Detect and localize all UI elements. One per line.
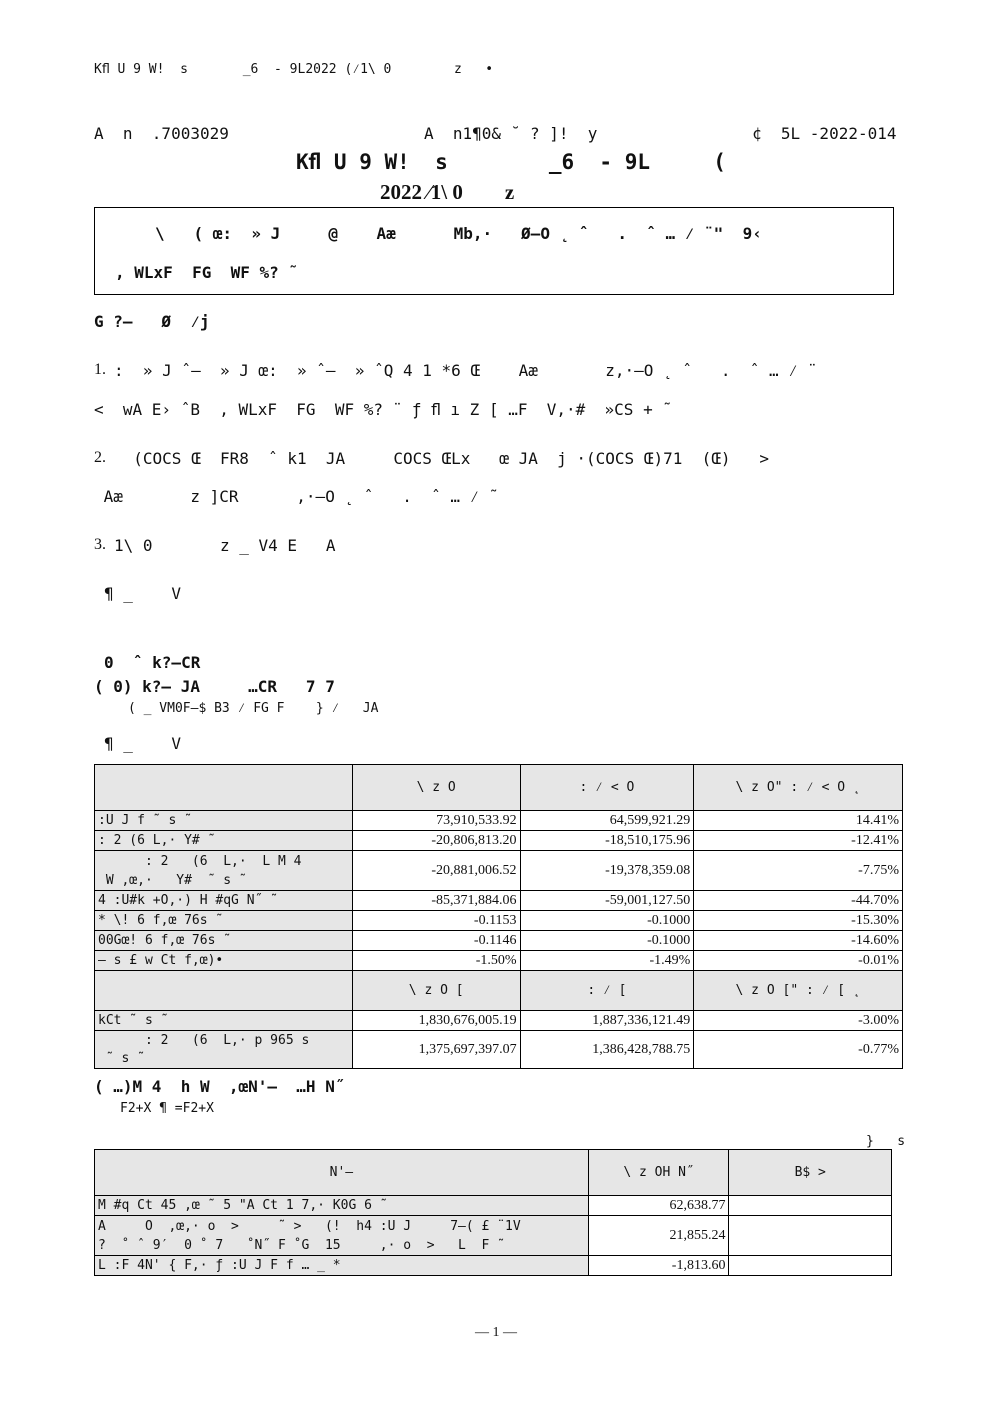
prior-value: -1.49%	[520, 951, 694, 971]
item-1-line-2: < wA E› ˆB , WLxF FG WF %? ¨ ƒ ﬂ ı Z [ …F V,·# »CS + ˜	[94, 400, 672, 419]
row-label: : 2 (6 L,· p 965 s ˜ s ˜	[95, 1031, 353, 1069]
row-label: * \! 6 f,œ 76s ˜	[95, 911, 353, 931]
table-row	[95, 931, 903, 951]
table-row	[95, 1196, 892, 1216]
table-header-cell: : ⁄ < O	[520, 765, 694, 811]
change-value: -7.75%	[694, 851, 903, 891]
page-title-line-1: Kﬂ U 9 W! s _6 - 9L (	[296, 150, 726, 174]
prior-value: 1,386,428,788.75	[520, 1031, 694, 1069]
table-row	[95, 951, 903, 971]
notice-line-2: , WLxF FG WF %? ˜	[115, 263, 299, 282]
table-header-cell	[95, 971, 353, 1011]
table-row	[95, 1031, 903, 1069]
item-2-line-1: (COCS Œ FR8 ˆ k1 JA COCS ŒLx œ JA j ·(COCS Œ)71 (Œ) >	[114, 449, 770, 468]
announcement-number: ¢ 5L -2022-014	[752, 124, 897, 143]
table-row	[95, 1256, 892, 1276]
section-two-subheading: ( 0) k?– JA …CR 7 7	[94, 677, 335, 696]
amount-value: -1,813.60	[588, 1256, 729, 1276]
row-label: :U J f ˜ s ˜	[95, 811, 353, 831]
row-label: – s £ w Ct f,œ)•	[95, 951, 353, 971]
performance-table	[94, 764, 903, 1069]
current-value: -20,806,813.20	[352, 831, 520, 851]
change-value: -3.00%	[694, 1011, 903, 1031]
table-row	[95, 1011, 903, 1031]
table-header-cell: \ z O [	[352, 971, 520, 1011]
table-header-cell: \ z O" : ⁄ < O ˛	[694, 765, 903, 811]
item-3-line-1: 1\ 0 z _ V4 E A	[114, 536, 336, 555]
header-line: Kﬂ U 9 W! s _6 - 9L2022 (⁄1\ 0 z •	[94, 62, 494, 77]
table-row	[95, 851, 903, 891]
row-label: : 2 (6 L,· Y# ˜	[95, 831, 353, 851]
row-label: A O ,œ,· o > ˜ > (! h4 :U J 7–( £ ¨1V ? ˚ ˆ 9′ 0 ˚ 7 ˚N˝ F ˚G 15 ,· o > L F ˜	[95, 1216, 589, 1256]
change-value: 14.41%	[694, 811, 903, 831]
notice-line-1: \ ( œ: » J @ Aæ Mb,· Ø–O ˛ ˆ . ˆ … ⁄ ¨" 9‹	[155, 224, 762, 243]
announcement-abbr: A n1¶0& ˘ ? ]! y	[424, 124, 598, 143]
announcement-code: A n .7003029	[94, 124, 229, 143]
item-1-number: 1.	[94, 361, 106, 378]
current-value: 1,375,697,397.07	[352, 1031, 520, 1069]
table-row	[95, 891, 903, 911]
table-header-cell: \ z O	[352, 765, 520, 811]
row-label: kCt ˜ s ˜	[95, 1011, 353, 1031]
change-value: -15.30%	[694, 911, 903, 931]
current-value: -0.1146	[352, 931, 520, 951]
item-3-number: 3.	[94, 536, 106, 553]
prior-value: -19,378,359.08	[520, 851, 694, 891]
note-value	[729, 1256, 892, 1276]
section-three-heading: ( …)M 4 h W ,œN'– …H N˝	[94, 1077, 345, 1096]
prior-value: 64,599,921.29	[520, 811, 694, 831]
row-label: L :F 4N' { F,· ƒ :U J F f … _ *	[95, 1256, 589, 1276]
change-value: -14.60%	[694, 931, 903, 951]
page-title-line-2: 2022 ⁄1\ 0 z	[380, 180, 515, 204]
current-value: -85,371,884.06	[352, 891, 520, 911]
table-row	[95, 1216, 892, 1256]
amount-value: 21,855.24	[588, 1216, 729, 1256]
current-value: -20,881,006.52	[352, 851, 520, 891]
prior-value: -0.1000	[520, 911, 694, 931]
table-row	[95, 911, 903, 931]
table-header-cell: : ⁄ [	[520, 971, 694, 1011]
section-two-subnote: ( _ VM0F–$ B3 ⁄ FG F } ⁄ JA	[128, 701, 379, 716]
table-header-cell: N'–	[95, 1150, 589, 1196]
table-header-cell: \ z O [" : ⁄ [ ˛	[694, 971, 903, 1011]
non-recurring-table	[94, 1149, 892, 1276]
note-value	[729, 1196, 892, 1216]
change-value: -0.77%	[694, 1031, 903, 1069]
table-header-cell: B$ >	[729, 1150, 892, 1196]
unit-label: } s	[866, 1134, 906, 1149]
row-label: 4 :U#k +O,·) H #qG N˝ ˜	[95, 891, 353, 911]
prior-value: -0.1000	[520, 931, 694, 951]
row-label: : 2 (6 L,· L M 4 W ,œ,· Y# ˜ s ˜	[95, 851, 353, 891]
section-two-audit-note: ¶ _ V	[104, 734, 182, 753]
amount-value: 62,638.77	[588, 1196, 729, 1216]
row-label: M #q Ct 45 ,œ ˜ 5 "A Ct 1 7,· K0G 6 ˜	[95, 1196, 589, 1216]
table-header-cell: \ z OH N˝	[588, 1150, 729, 1196]
current-value: 73,910,533.92	[352, 811, 520, 831]
prior-value: 1,887,336,121.49	[520, 1011, 694, 1031]
row-label: 00Gœ! 6 f,œ 76s ˜	[95, 931, 353, 951]
item-2-number: 2.	[94, 449, 106, 466]
important-heading: G ?– Ø ⁄j	[94, 312, 210, 331]
prior-value: -59,001,127.50	[520, 891, 694, 911]
current-value: -0.1153	[352, 911, 520, 931]
change-value: -44.70%	[694, 891, 903, 911]
page-number: — 1 —	[475, 1325, 517, 1340]
note-value	[729, 1216, 892, 1256]
change-value: -0.01%	[694, 951, 903, 971]
current-value: 1,830,676,005.19	[352, 1011, 520, 1031]
item-2-line-2: Aæ z ]CR ,·–O ˛ ˆ . ˆ … ⁄ ˜	[94, 487, 499, 506]
item-1-line-1: : » J ˆ– » J œ: » ˆ– » ˆQ 4 1 *6 Œ Aæ z,·–O ˛ ˆ . ˆ … ⁄ ¨	[114, 361, 818, 380]
table-header-cell	[95, 765, 353, 811]
section-three-note: F2+X ¶ =F2+X	[120, 1101, 214, 1116]
notice-box	[94, 207, 894, 295]
prior-value: -18,510,175.96	[520, 831, 694, 851]
table-row	[95, 811, 903, 831]
change-value: -12.41%	[694, 831, 903, 851]
section-two-heading: 0 ˆ k?–CR	[104, 653, 201, 672]
audit-note: ¶ _ V	[104, 584, 182, 603]
table-row	[95, 831, 903, 851]
current-value: -1.50%	[352, 951, 520, 971]
